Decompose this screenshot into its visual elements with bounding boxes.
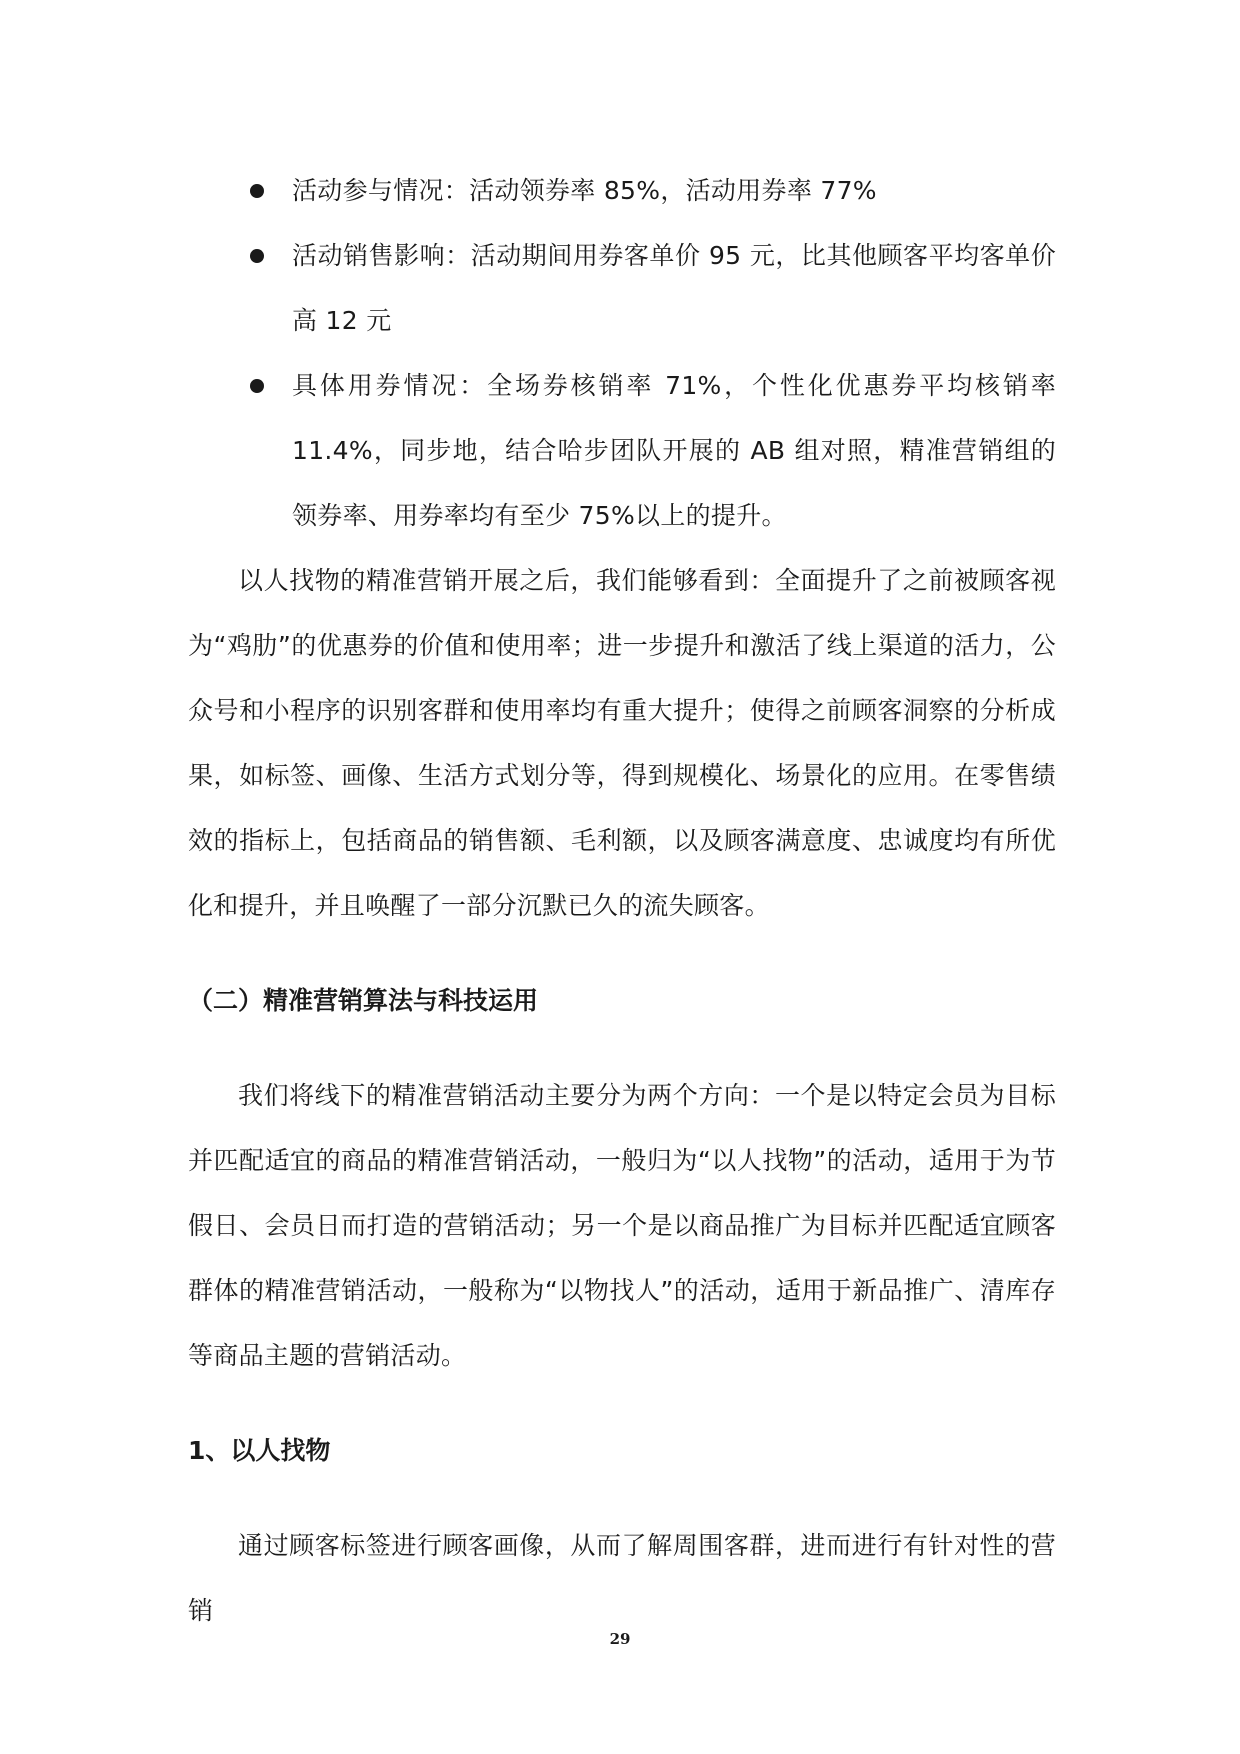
- paragraph-directions: 我们将线下的精准营销活动主要分为两个方向：一个是以特定会员为目标并匹配适宜的商品的精准营销活动，一般归为“以人找物”的活动，适用于为节假日、会员日而打造的营销活动；另一个是以商品推广为目标并匹配适宜顾客群体的精准营销活动，一般称为“以物找人”的活动，适用于新品推广、清库存等商品主题的营销活动。: [188, 1081, 1056, 1370]
- page-content: [188, 158, 1056, 1643]
- page-number: 29: [609, 1630, 631, 1648]
- subheading: 1、以人找物: [188, 1436, 331, 1465]
- bullet-text: 具体用券情况：全场券核销率 71%，个性化优惠券平均核销率 11.4%，同步地，结合哈步团队开展的 AB 组对照，精准营销组的领券率、用券率均有至少 75%以上的提升。: [292, 371, 1056, 530]
- bullet-item: [188, 223, 1056, 353]
- bullet-list: [188, 158, 1056, 548]
- bullet-text: 活动参与情况：活动领券率 85%，活动用券率 77%: [292, 176, 877, 205]
- bullet-dot-icon: [250, 184, 264, 198]
- paragraph-profiling: 通过顾客标签进行顾客画像，从而了解周围客群，进而进行有针对性的营销: [188, 1531, 1056, 1625]
- bullet-item: [188, 353, 1056, 548]
- bullet-item: [188, 158, 1056, 223]
- section-heading: （二）精准营销算法与科技运用: [188, 986, 539, 1015]
- bullet-dot-icon: [250, 249, 264, 263]
- paragraph-results: 以人找物的精准营销开展之后，我们能够看到：全面提升了之前被顾客视为“鸡肋”的优惠券的价值和使用率；进一步提升和激活了线上渠道的活力，公众号和小程序的识别客群和使用率均有重大提升；使得之前顾客洞察的分析成果，如标签、画像、生活方式划分等，得到规模化、场景化的应用。在零售绩效的指标上，包括商品的销售额、毛利额，以及顾客满意度、忠诚度均有所优化和提升，并且唤醒了一部分沉默已久的流失顾客。: [188, 566, 1056, 920]
- bullet-dot-icon: [250, 379, 264, 393]
- bullet-text: 活动销售影响：活动期间用券客单价 95 元，比其他顾客平均客单价高 12 元: [292, 241, 1056, 335]
